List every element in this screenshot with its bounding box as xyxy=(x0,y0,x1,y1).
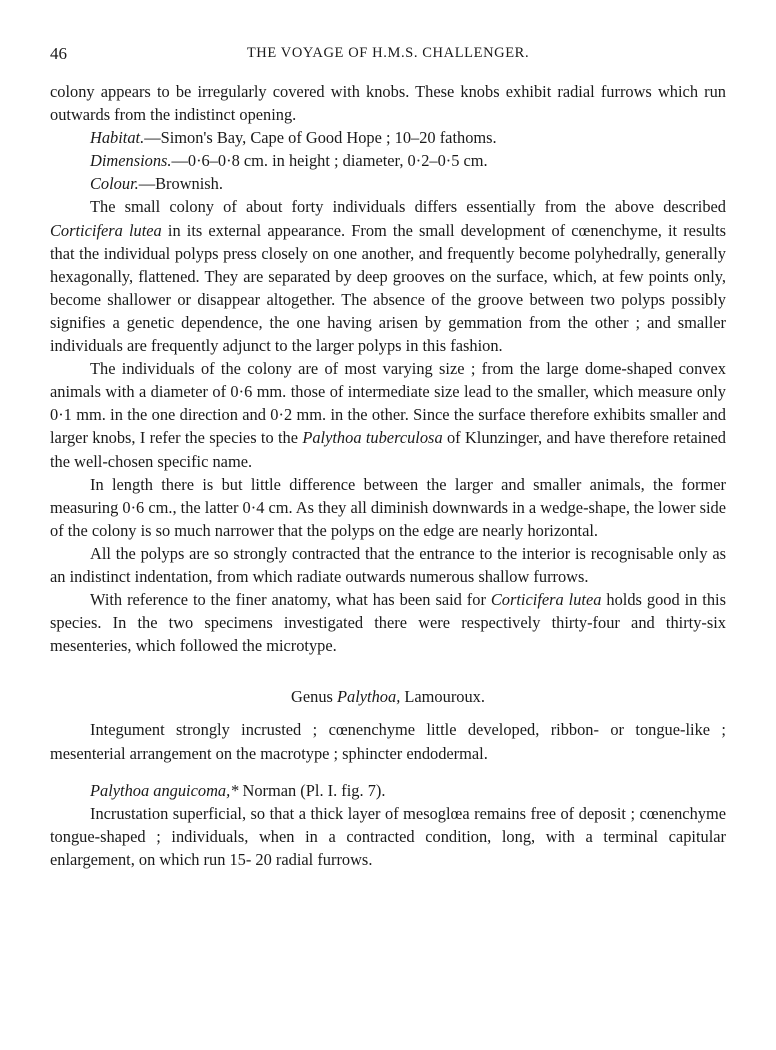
paragraph-colony-knobs: colony appears to be irregularly covered with knobs. These knobs exhibit radial furrows which run outwards from the indistinct opening. xyxy=(50,82,726,125)
paragraph-small-colony: The small colony of about forty individuals differs essentially from the above described Corticifera lutea in its external appearance. From the small development of cœnenchyme, it results that the individual polyps press closely on one another, and frequently become polyhedrally, generally hexagonally, flattened. They are separated by deep grooves on the surface, which, at few points only, become shallower or disappear altogether. The absence of the groove between two polyps possibly signifies a genetic dependence, the one having arisen by gemmation from the other ; and smaller individuals are frequently adjunct to the larger polyps in this fashion. xyxy=(50,197,727,356)
species-heading: Palythoa anguicoma,* Norman (Pl. I. fig. 7). xyxy=(90,780,386,800)
dimensions-line: Dimensions.—0·6–0·8 cm. in height ; diameter, 0·2–0·5 cm. xyxy=(90,151,488,171)
page-header xyxy=(50,44,726,66)
paragraph-individuals-size: The individuals of the colony are of most varying size ; from the large dome-shaped convex animals with a diameter of 0·6 mm. those of intermediate size lead to the smaller, which measure only 0·1 mm. in the one direction and 0·2 mm. in the other. Since the surface therefore exhibits smaller and larger knobs, I refer the species to the Palythoa tuberculosa of Klunzinger, and have therefore retained the well-chosen specific name. xyxy=(50,359,726,471)
colour-label: Colour. xyxy=(90,174,139,194)
paragraph-species-diagnosis: Incrustation superficial, so that a thick layer of mesoglœa remains free of deposit ; cœnenchyme tongue-shaped ; individuals, when in a contracted condition, long, with a terminal capitular enlargement, on which run 15- 20 radial furrows. xyxy=(50,803,726,869)
body-text xyxy=(50,80,726,871)
running-title: THE VOYAGE OF H.M.S. CHALLENGER. xyxy=(246,45,530,61)
habitat-label: Habitat. xyxy=(90,128,145,148)
colour-line: Colour.—Brownish. xyxy=(90,174,223,194)
dimensions-label: Dimensions. xyxy=(90,151,172,171)
genus-heading: Genus Palythoa, Lamouroux. xyxy=(291,687,485,707)
habitat-line: Habitat.—Simon's Bay, Cape of Good Hope ; 10–20 fathoms. xyxy=(90,128,497,148)
page-number: 46 xyxy=(50,44,67,63)
species-heading-name: Palythoa anguicoma,* xyxy=(90,780,239,800)
paragraph-genus-diagnosis: Integument strongly incrusted ; cœnenchyme little developed, ribbon- or tongue-like ; mesenterial arrangement on the macrotype ; sphincter endodermal. xyxy=(50,720,726,763)
genus-name: Palythoa, xyxy=(337,687,401,707)
paragraph-polyps-contracted: All the polyps are so strongly contracted that the entrance to the interior is recognisable only as an indistinct indentation, from which radiate outwards numerous shallow furrows. xyxy=(50,543,726,586)
species-name: Palythoa tuberculosa xyxy=(302,428,443,448)
paragraph-length: In length there is but little difference between the larger and smaller animals, the former measuring 0·6 cm., the latter 0·4 cm. As they all diminish downwards in a wedge-shape, the lower side of the colony is so much narrower that the polyps on the edge are nearly horizontal. xyxy=(50,474,726,540)
species-name: Corticifera lutea xyxy=(50,220,162,240)
species-name: Corticifera lutea xyxy=(490,590,602,610)
paragraph-finer-anatomy: With reference to the finer anatomy, what has been said for Corticifera lutea holds good in this species. In the two specimens investigated there were respectively thirty-four and thirty-six mesenteries, which followed the microtype. xyxy=(50,590,726,656)
